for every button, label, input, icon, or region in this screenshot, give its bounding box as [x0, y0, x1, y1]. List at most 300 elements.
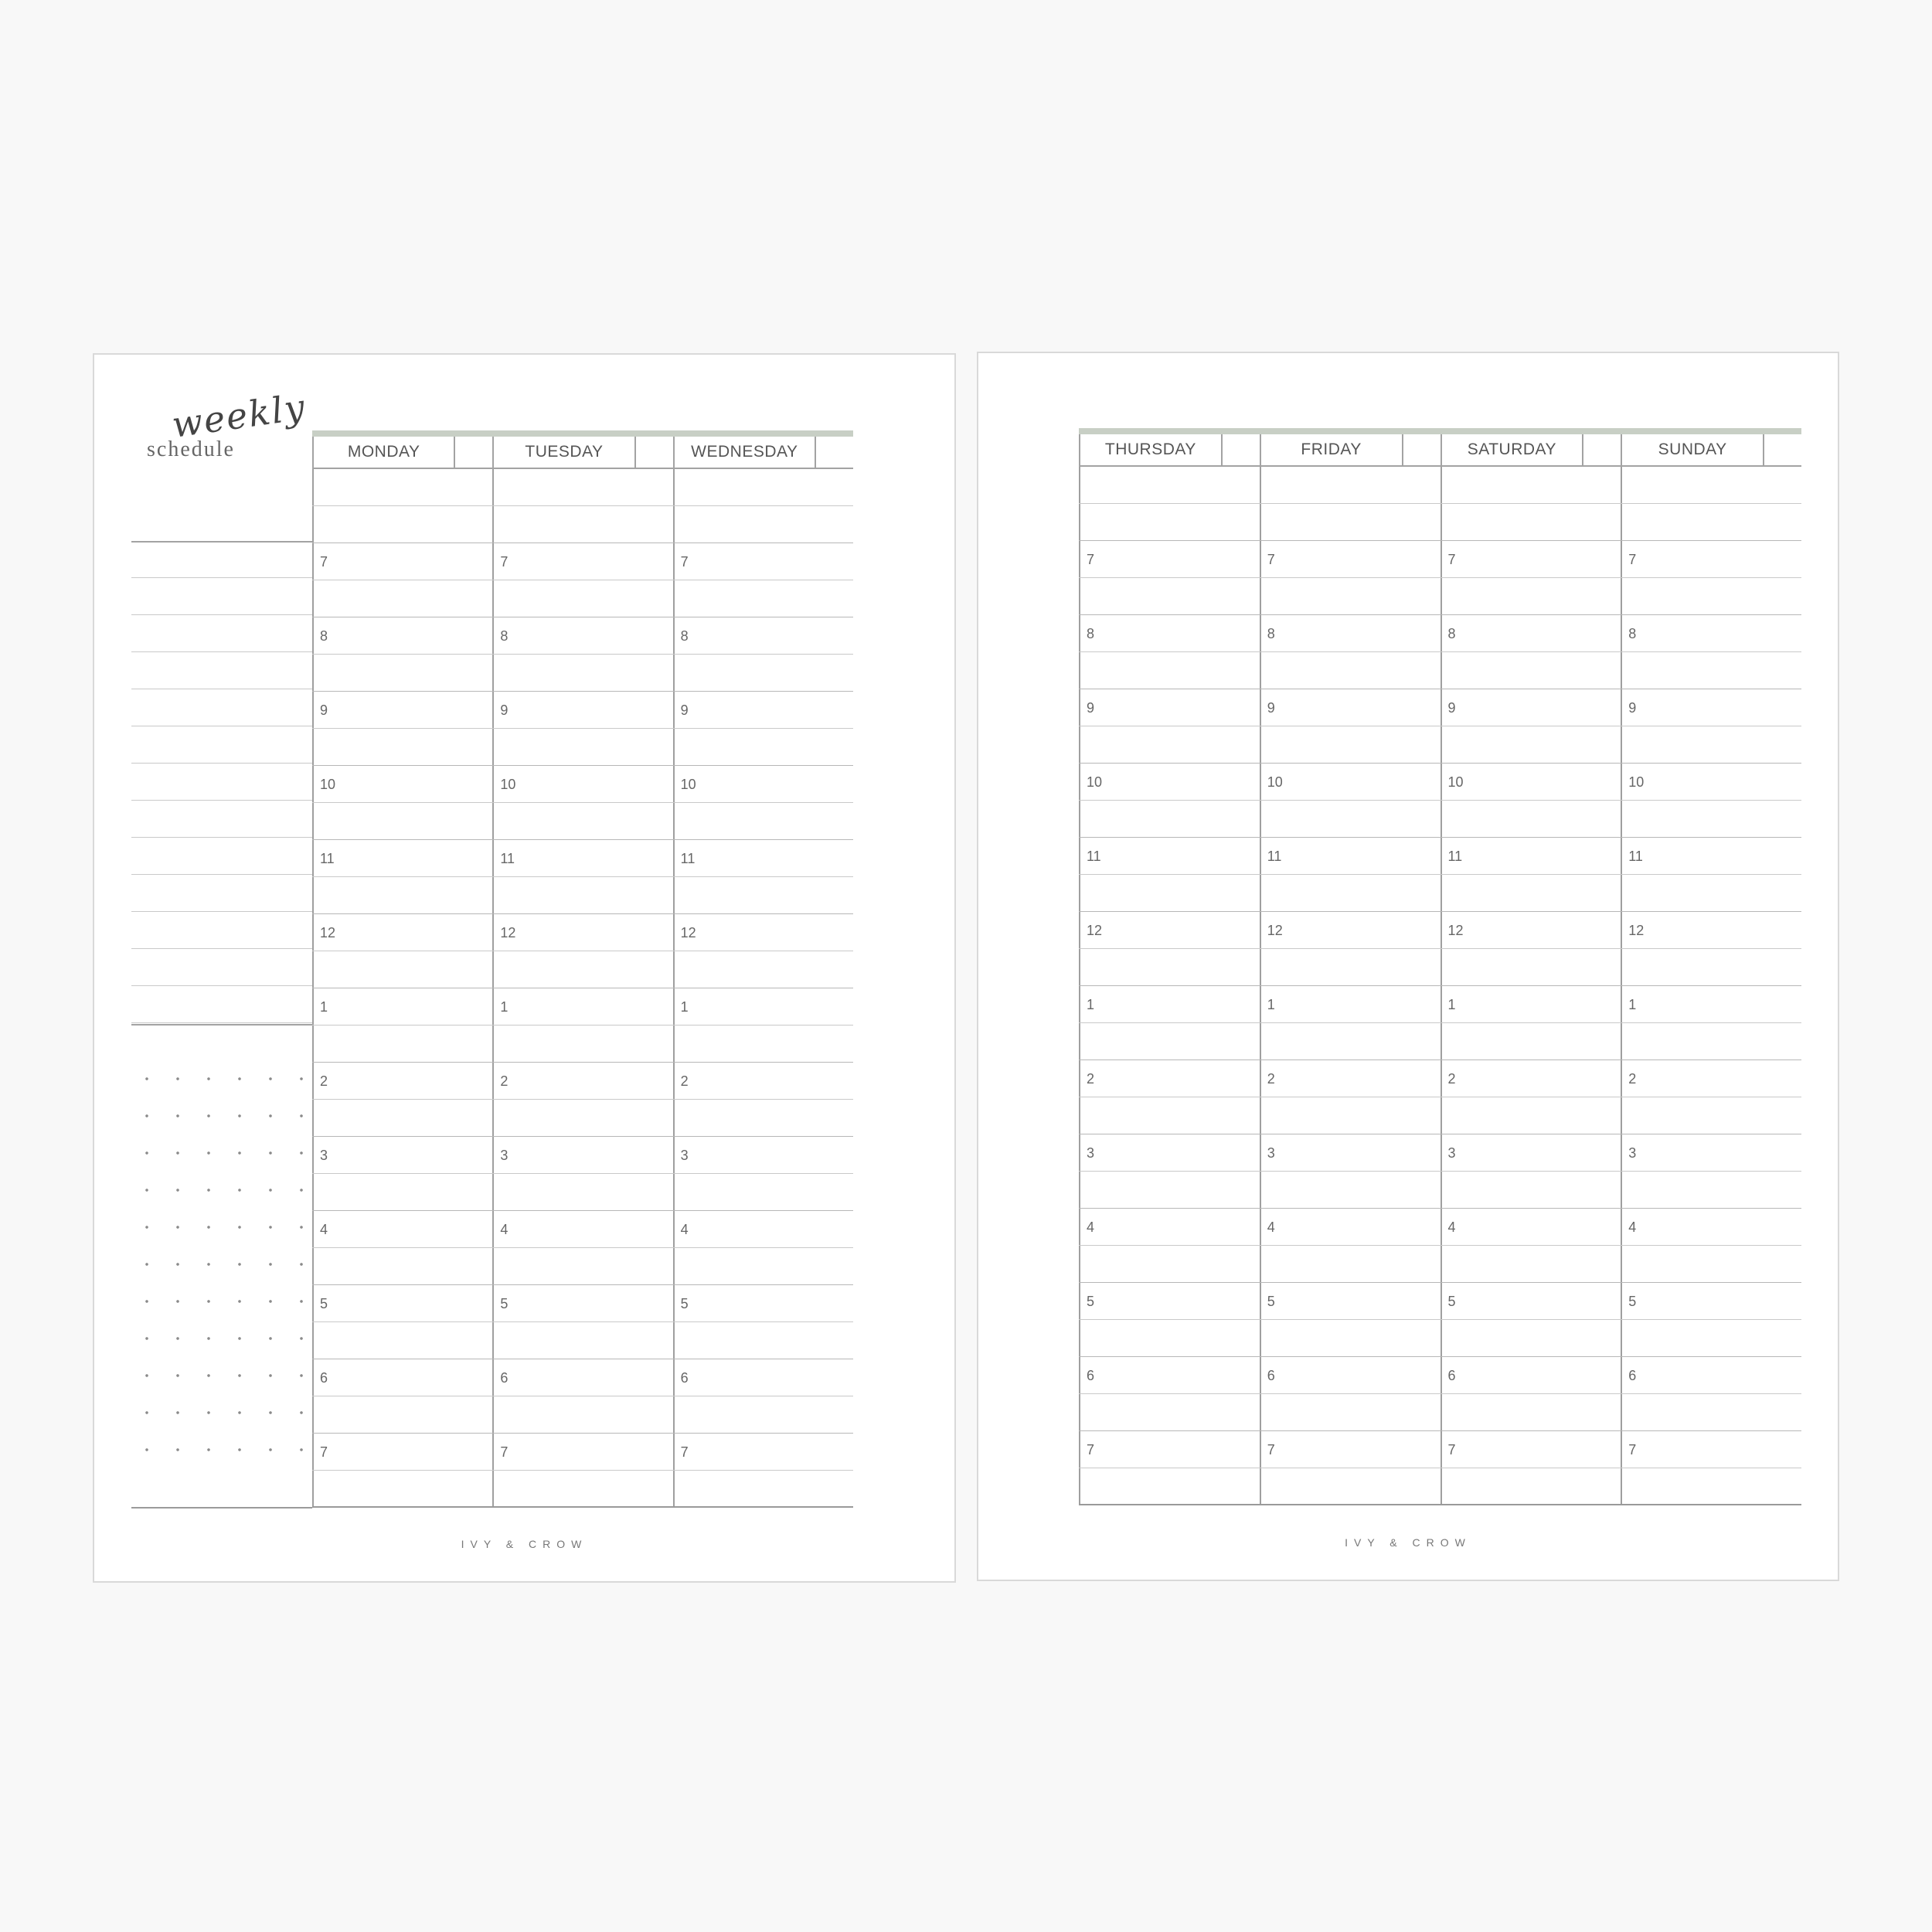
day-date-box[interactable] [1402, 434, 1440, 465]
schedule-cell[interactable] [1621, 838, 1801, 874]
hour-label: 7 [500, 1444, 509, 1460]
schedule-cell[interactable] [1440, 1060, 1621, 1097]
hour-label: 7 [1087, 1442, 1095, 1458]
schedule-cell[interactable] [1440, 1431, 1621, 1468]
day-name: TUESDAY [525, 443, 604, 461]
schedule-cell[interactable] [492, 1248, 672, 1284]
day-name: FRIDAY [1301, 440, 1362, 458]
schedule-cell[interactable] [1260, 1172, 1440, 1208]
schedule-cell[interactable] [1440, 1320, 1621, 1356]
hour-label: 10 [1447, 774, 1464, 790]
schedule-cell[interactable] [1079, 504, 1260, 540]
day-date-box[interactable] [815, 437, 853, 468]
hour-row [1079, 615, 1801, 652]
schedule-cell[interactable] [492, 655, 672, 691]
notes-line[interactable] [131, 541, 312, 578]
notes-line[interactable] [131, 615, 312, 652]
notes-line[interactable] [131, 578, 312, 615]
hour-row [1079, 986, 1801, 1023]
schedule-cell[interactable] [492, 469, 672, 505]
schedule-cell[interactable] [312, 580, 492, 617]
schedule-cell[interactable] [673, 1063, 853, 1099]
half-hour-row [1079, 875, 1801, 912]
schedule-cell[interactable] [1079, 1023, 1260, 1060]
hour-label: 7 [1267, 1442, 1275, 1458]
schedule-cell[interactable] [1260, 764, 1440, 800]
schedule-cell[interactable] [1260, 986, 1440, 1022]
schedule-cell[interactable] [312, 877, 492, 913]
schedule-cell[interactable] [312, 1026, 492, 1062]
schedule-cell[interactable] [1079, 875, 1260, 911]
schedule-cell[interactable] [1440, 912, 1621, 948]
hour-row [1079, 1431, 1801, 1468]
schedule-cell[interactable] [1621, 1468, 1801, 1504]
schedule-cell[interactable] [312, 766, 492, 802]
accent-bar [1079, 428, 1801, 434]
schedule-cell[interactable] [1260, 1431, 1440, 1468]
hour-label: 5 [1087, 1294, 1095, 1309]
schedule-cell[interactable] [1440, 1283, 1621, 1319]
brand-footer: IVY & CROW [1345, 1536, 1471, 1549]
schedule-cell[interactable] [1440, 504, 1621, 540]
day-name: WEDNESDAY [691, 443, 798, 461]
notes-line[interactable] [131, 764, 312, 801]
hour-label: 7 [1447, 552, 1456, 567]
schedule-cell[interactable] [1079, 467, 1260, 503]
schedule-cell[interactable] [673, 506, 853, 543]
schedule-cell[interactable] [1621, 1431, 1801, 1468]
schedule-cell[interactable] [1440, 801, 1621, 837]
schedule-cell[interactable] [1260, 949, 1440, 985]
hour-label: 4 [320, 1222, 328, 1237]
schedule-cell[interactable] [1079, 801, 1260, 837]
schedule-cell[interactable] [673, 1137, 853, 1173]
schedule-cell[interactable] [673, 692, 853, 728]
schedule-cell[interactable] [1079, 615, 1260, 651]
schedule-cell[interactable] [312, 1174, 492, 1210]
schedule-cell[interactable] [1079, 1060, 1260, 1097]
schedule-cell[interactable] [1079, 986, 1260, 1022]
schedule-cell[interactable] [1260, 1283, 1440, 1319]
schedule-cell[interactable] [1079, 838, 1260, 874]
half-hour-row [1079, 726, 1801, 764]
schedule-cell[interactable] [1621, 1209, 1801, 1245]
schedule-cell[interactable] [1440, 1394, 1621, 1430]
schedule-cell[interactable] [1621, 764, 1801, 800]
day-name: SUNDAY [1658, 440, 1727, 458]
hour-label: 12 [1267, 923, 1283, 938]
schedule-cell[interactable] [1260, 726, 1440, 763]
schedule-cell[interactable] [1440, 1209, 1621, 1245]
half-hour-row [312, 506, 853, 543]
schedule-cell[interactable] [492, 803, 672, 839]
schedule-cell[interactable] [1079, 578, 1260, 614]
hour-label: 4 [1087, 1219, 1095, 1235]
schedule-cell[interactable] [1260, 615, 1440, 651]
schedule-cell[interactable] [492, 1471, 672, 1506]
schedule-cell[interactable] [1260, 689, 1440, 726]
schedule-cell[interactable] [673, 1322, 853, 1359]
schedule-cell[interactable] [492, 988, 672, 1025]
notes-line[interactable] [131, 726, 312, 764]
hour-label: 2 [680, 1073, 689, 1089]
hour-label: 7 [1628, 1442, 1637, 1458]
schedule-cell[interactable] [673, 766, 853, 802]
schedule-cell[interactable] [673, 469, 853, 505]
schedule-cell[interactable] [1440, 541, 1621, 577]
schedule-cell[interactable] [1260, 801, 1440, 837]
hour-label: 3 [1087, 1145, 1095, 1161]
schedule-cell[interactable] [673, 877, 853, 913]
schedule-cell[interactable] [492, 580, 672, 617]
schedule-cell[interactable] [1079, 1468, 1260, 1504]
schedule-cell[interactable] [1621, 1394, 1801, 1430]
hour-label: 2 [500, 1073, 509, 1089]
hour-label: 8 [500, 628, 509, 644]
title-schedule: schedule [147, 437, 235, 461]
notes-line[interactable] [131, 689, 312, 726]
half-hour-row [1079, 1246, 1801, 1283]
hour-label: 9 [1447, 700, 1456, 716]
schedule-cell[interactable] [492, 914, 672, 951]
hour-label: 7 [1267, 552, 1275, 567]
hour-row [312, 1359, 853, 1396]
half-hour-row [312, 1396, 853, 1434]
schedule-cell[interactable] [1621, 912, 1801, 948]
schedule-cell[interactable] [1621, 1023, 1801, 1060]
schedule-cell[interactable] [673, 1471, 853, 1506]
schedule-cell[interactable] [673, 914, 853, 951]
day-header-thursday [1079, 434, 1260, 465]
schedule-cell[interactable] [492, 1434, 672, 1470]
schedule-cell[interactable] [1621, 1134, 1801, 1171]
day-date-box[interactable] [634, 437, 673, 468]
schedule-cell[interactable] [673, 1026, 853, 1062]
schedule-cell[interactable] [1079, 1209, 1260, 1245]
schedule-cell[interactable] [1260, 1060, 1440, 1097]
hour-label: 6 [500, 1370, 509, 1386]
schedule-cell[interactable] [492, 1285, 672, 1321]
schedule-cell[interactable] [1079, 912, 1260, 948]
schedule-cell[interactable] [1079, 1246, 1260, 1282]
hour-row [312, 1063, 853, 1100]
day-name: SATURDAY [1467, 440, 1556, 458]
schedule-cell[interactable] [492, 729, 672, 765]
schedule-cell[interactable] [1260, 1209, 1440, 1245]
schedule-cell[interactable] [312, 506, 492, 543]
hour-row [1079, 838, 1801, 875]
schedule-cell[interactable] [1260, 504, 1440, 540]
schedule-cell[interactable] [492, 951, 672, 988]
hour-row [312, 766, 853, 803]
schedule-cell[interactable] [1079, 949, 1260, 985]
schedule-cell[interactable] [1260, 1468, 1440, 1504]
schedule-cell[interactable] [312, 803, 492, 839]
schedule-cell[interactable] [312, 1471, 492, 1506]
schedule-cell[interactable] [1621, 1246, 1801, 1282]
schedule-cell[interactable] [673, 1100, 853, 1136]
schedule-cell[interactable] [1621, 1357, 1801, 1393]
hour-row [312, 988, 853, 1026]
schedule-cell[interactable] [312, 1359, 492, 1396]
day-header-row [1079, 434, 1801, 467]
schedule-cell[interactable] [673, 729, 853, 765]
schedule-cell[interactable] [673, 617, 853, 654]
schedule-cell[interactable] [673, 1434, 853, 1470]
hour-label: 9 [320, 702, 328, 718]
schedule-cell[interactable] [1260, 1394, 1440, 1430]
schedule-cell[interactable] [312, 914, 492, 951]
schedule-cell[interactable] [1440, 1357, 1621, 1393]
schedule-cell[interactable] [1440, 1134, 1621, 1171]
schedule-cell[interactable] [673, 655, 853, 691]
schedule-cell[interactable] [1621, 726, 1801, 763]
half-hour-row [312, 1026, 853, 1063]
schedule-body [1079, 467, 1801, 1505]
schedule-cell[interactable] [673, 803, 853, 839]
schedule-cell[interactable] [673, 1248, 853, 1284]
hour-label: 1 [320, 999, 328, 1015]
schedule-cell[interactable] [1440, 764, 1621, 800]
hour-label: 12 [1447, 923, 1464, 938]
notes-line[interactable] [131, 838, 312, 875]
schedule-cell[interactable] [1079, 689, 1260, 726]
day-date-box[interactable] [1582, 434, 1621, 465]
schedule-cell[interactable] [673, 840, 853, 876]
schedule-cell[interactable] [1440, 689, 1621, 726]
schedule-cell[interactable] [1621, 986, 1801, 1022]
notes-line[interactable] [131, 912, 312, 949]
hour-label: 8 [680, 628, 689, 644]
schedule-cell[interactable] [312, 1322, 492, 1359]
schedule-cell[interactable] [492, 506, 672, 543]
schedule-cell[interactable] [492, 617, 672, 654]
schedule-cell[interactable] [673, 1285, 853, 1321]
schedule-cell[interactable] [312, 951, 492, 988]
hour-label: 9 [680, 702, 689, 718]
notes-line[interactable] [131, 875, 312, 912]
schedule-cell[interactable] [1079, 652, 1260, 689]
schedule-cell[interactable] [1440, 578, 1621, 614]
schedule-cell[interactable] [1079, 1172, 1260, 1208]
schedule-cell[interactable] [312, 1285, 492, 1321]
schedule-cell[interactable] [1440, 1172, 1621, 1208]
schedule-cell[interactable] [1621, 1172, 1801, 1208]
schedule-cell[interactable] [1621, 1283, 1801, 1319]
schedule-cell[interactable] [312, 1137, 492, 1173]
schedule-cell[interactable] [1621, 615, 1801, 651]
hour-label: 12 [1087, 923, 1103, 938]
schedule-cell[interactable] [1260, 1357, 1440, 1393]
half-hour-row [312, 1471, 853, 1508]
schedule-cell[interactable] [1621, 504, 1801, 540]
schedule-cell[interactable] [492, 1137, 672, 1173]
planner-page-left [93, 353, 956, 1583]
schedule-cell[interactable] [1260, 875, 1440, 911]
notes-line[interactable] [131, 801, 312, 838]
hour-label: 4 [1628, 1219, 1637, 1235]
schedule-cell[interactable] [1440, 838, 1621, 874]
schedule-cell[interactable] [673, 1174, 853, 1210]
hour-label: 6 [1087, 1368, 1095, 1383]
schedule-cell[interactable] [492, 692, 672, 728]
schedule-cell[interactable] [1079, 1320, 1260, 1356]
hour-label: 5 [1628, 1294, 1637, 1309]
schedule-cell[interactable] [312, 1211, 492, 1247]
day-date-box[interactable] [1221, 434, 1260, 465]
hour-row [1079, 1209, 1801, 1246]
hour-label: 6 [1267, 1368, 1275, 1383]
dot-grid [131, 1060, 312, 1478]
day-date-box[interactable] [1763, 434, 1801, 465]
schedule-cell[interactable] [1621, 1060, 1801, 1097]
schedule-cell[interactable] [1079, 1394, 1260, 1430]
schedule-cell[interactable] [1079, 1357, 1260, 1393]
schedule-cell[interactable] [1079, 764, 1260, 800]
schedule-cell[interactable] [1260, 1320, 1440, 1356]
schedule-cell[interactable] [1260, 652, 1440, 689]
notes-divider [131, 1024, 312, 1026]
notes-line[interactable] [131, 652, 312, 689]
hour-label: 1 [1628, 997, 1637, 1012]
schedule-cell[interactable] [1260, 467, 1440, 503]
schedule-cell[interactable] [1440, 1246, 1621, 1282]
schedule-cell[interactable] [1621, 801, 1801, 837]
schedule-cell[interactable] [492, 1100, 672, 1136]
schedule-cell[interactable] [1440, 726, 1621, 763]
schedule-cell[interactable] [1079, 1134, 1260, 1171]
schedule-cell[interactable] [1260, 1023, 1440, 1060]
schedule-cell[interactable] [312, 543, 492, 580]
schedule-cell[interactable] [1621, 652, 1801, 689]
schedule-cell[interactable] [1079, 1431, 1260, 1468]
schedule-cell[interactable] [1440, 949, 1621, 985]
day-header-saturday [1440, 434, 1621, 465]
hour-label: 10 [680, 777, 696, 792]
hour-label: 4 [1267, 1219, 1275, 1235]
hour-label: 2 [1267, 1071, 1275, 1087]
schedule-cell[interactable] [673, 543, 853, 580]
schedule-cell[interactable] [312, 469, 492, 505]
half-hour-row [1079, 1320, 1801, 1357]
schedule-cell[interactable] [1621, 578, 1801, 614]
schedule-cell[interactable] [673, 1211, 853, 1247]
day-header-wednesday [673, 437, 853, 468]
schedule-cell[interactable] [1621, 541, 1801, 577]
schedule-cell[interactable] [312, 729, 492, 765]
schedule-cell[interactable] [1621, 1320, 1801, 1356]
notes-line[interactable] [131, 986, 312, 1023]
half-hour-row [1079, 801, 1801, 838]
day-date-box[interactable] [454, 437, 492, 468]
schedule-cell[interactable] [1260, 912, 1440, 948]
schedule-cell[interactable] [492, 1359, 672, 1396]
half-hour-row [1079, 467, 1801, 504]
schedule-cell[interactable] [312, 617, 492, 654]
schedule-cell[interactable] [1260, 578, 1440, 614]
hour-row [312, 692, 853, 729]
schedule-cell[interactable] [312, 1434, 492, 1470]
hour-label: 3 [320, 1148, 328, 1163]
schedule-cell[interactable] [492, 1174, 672, 1210]
hour-label: 2 [1628, 1071, 1637, 1087]
schedule-cell[interactable] [1260, 1097, 1440, 1134]
hour-label: 1 [680, 999, 689, 1015]
hour-label: 5 [1267, 1294, 1275, 1309]
schedule-cell[interactable] [1079, 541, 1260, 577]
schedule-cell[interactable] [312, 988, 492, 1025]
notes-line[interactable] [131, 949, 312, 986]
schedule-cell[interactable] [1621, 875, 1801, 911]
schedule-cell[interactable] [1440, 1097, 1621, 1134]
schedule-cell[interactable] [1440, 652, 1621, 689]
schedule-cell[interactable] [312, 840, 492, 876]
schedule-cell[interactable] [1440, 467, 1621, 503]
half-hour-row [1079, 578, 1801, 615]
schedule-cell[interactable] [492, 1396, 672, 1433]
half-hour-row [312, 803, 853, 840]
half-hour-row [312, 655, 853, 692]
schedule-cell[interactable] [1440, 1468, 1621, 1504]
half-hour-row [312, 1174, 853, 1211]
schedule-cell[interactable] [1621, 467, 1801, 503]
schedule-cell[interactable] [673, 951, 853, 988]
schedule-cell[interactable] [1440, 1023, 1621, 1060]
hour-label: 9 [1267, 700, 1275, 716]
hour-label: 12 [320, 925, 336, 940]
hour-label: 12 [680, 925, 696, 940]
schedule-cell[interactable] [1260, 1134, 1440, 1171]
schedule-cell[interactable] [673, 1396, 853, 1433]
schedule-cell[interactable] [673, 580, 853, 617]
schedule-cell[interactable] [492, 543, 672, 580]
schedule-cell[interactable] [492, 1026, 672, 1062]
schedule-cell[interactable] [1440, 875, 1621, 911]
schedule-cell[interactable] [673, 988, 853, 1025]
hour-label: 9 [500, 702, 509, 718]
schedule-cell[interactable] [1079, 726, 1260, 763]
hour-label: 8 [1267, 626, 1275, 641]
schedule-cell[interactable] [1079, 1283, 1260, 1319]
schedule-cell[interactable] [492, 840, 672, 876]
schedule-cell[interactable] [1260, 1246, 1440, 1282]
schedule-cell[interactable] [492, 1322, 672, 1359]
schedule-cell[interactable] [1440, 615, 1621, 651]
schedule-cell[interactable] [492, 1211, 672, 1247]
schedule-cell[interactable] [1260, 541, 1440, 577]
schedule-cell[interactable] [1621, 949, 1801, 985]
schedule-cell[interactable] [492, 1063, 672, 1099]
hour-label: 1 [1087, 997, 1095, 1012]
hour-label: 1 [1267, 997, 1275, 1012]
schedule-cell[interactable] [312, 1248, 492, 1284]
schedule-cell[interactable] [492, 877, 672, 913]
schedule-cell[interactable] [1621, 1097, 1801, 1134]
schedule-cell[interactable] [312, 655, 492, 691]
schedule-cell[interactable] [312, 1100, 492, 1136]
schedule-cell[interactable] [1260, 838, 1440, 874]
schedule-grid-left [312, 430, 853, 1508]
schedule-cell[interactable] [673, 1359, 853, 1396]
schedule-cell[interactable] [312, 1396, 492, 1433]
schedule-cell[interactable] [492, 766, 672, 802]
schedule-cell[interactable] [1621, 689, 1801, 726]
schedule-cell[interactable] [1079, 1097, 1260, 1134]
schedule-cell[interactable] [312, 692, 492, 728]
schedule-cell[interactable] [1440, 986, 1621, 1022]
hour-label: 7 [1628, 552, 1637, 567]
schedule-cell[interactable] [312, 1063, 492, 1099]
